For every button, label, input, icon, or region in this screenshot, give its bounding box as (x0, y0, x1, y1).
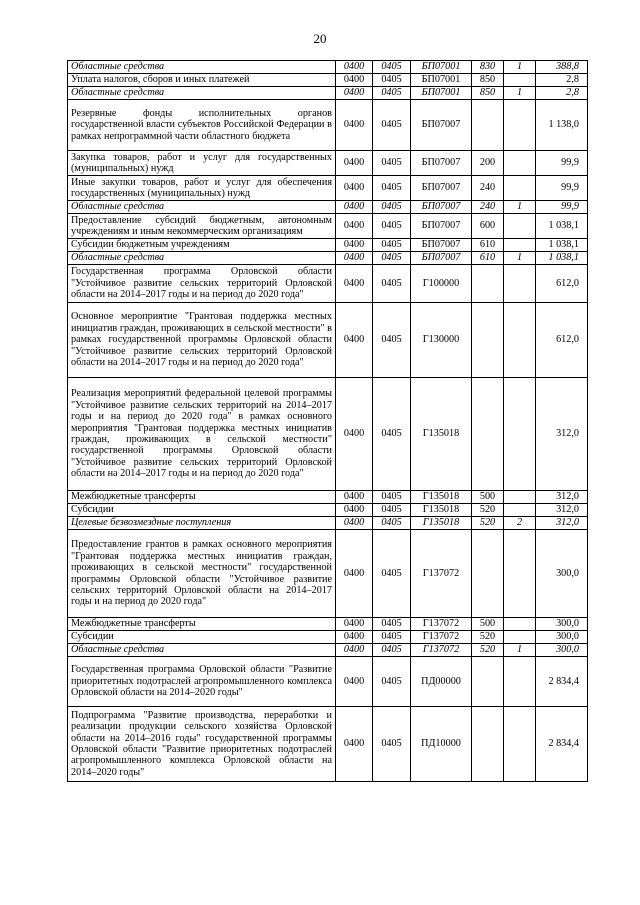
cell-target-article: Г137072 (411, 530, 472, 618)
cell-name: Областные средства (68, 87, 336, 100)
cell-target-article: Г137072 (411, 618, 472, 631)
cell-name: Субсидии бюджетным учреждениям (68, 239, 336, 252)
cell-funding-source (504, 504, 536, 517)
cell-name: Областные средства (68, 61, 336, 74)
cell-section: 0400 (336, 151, 373, 176)
cell-target-article: Г135018 (411, 504, 472, 517)
cell-funding-source (504, 265, 536, 303)
cell-funding-source (504, 151, 536, 176)
cell-funding-source: 1 (504, 61, 536, 74)
cell-funding-source (504, 303, 536, 378)
cell-target-article: ПД00000 (411, 657, 472, 707)
cell-expense-type: 520 (472, 631, 504, 644)
cell-target-article: Г100000 (411, 265, 472, 303)
cell-subsection: 0405 (373, 201, 411, 214)
cell-name: Предоставление субсидий бюджетным, автономным учреждениям и иным некоммерческим организациям (68, 214, 336, 239)
cell-subsection: 0405 (373, 618, 411, 631)
cell-section: 0400 (336, 644, 373, 657)
cell-subsection: 0405 (373, 631, 411, 644)
cell-section: 0400 (336, 517, 373, 530)
cell-amount: 312,0 (536, 378, 588, 491)
cell-funding-source: 1 (504, 252, 536, 265)
table-row (68, 100, 588, 151)
cell-subsection: 0405 (373, 176, 411, 201)
table-row (68, 517, 588, 530)
cell-target-article: БП07001 (411, 61, 472, 74)
cell-amount: 300,0 (536, 530, 588, 618)
cell-amount: 300,0 (536, 631, 588, 644)
table-row (68, 631, 588, 644)
cell-amount: 2 834,4 (536, 707, 588, 782)
table-row (68, 151, 588, 176)
budget-table (67, 60, 588, 782)
cell-target-article: БП07001 (411, 87, 472, 100)
cell-subsection: 0405 (373, 517, 411, 530)
budget-table-body (68, 61, 588, 782)
cell-subsection: 0405 (373, 303, 411, 378)
cell-expense-type: 500 (472, 618, 504, 631)
cell-funding-source (504, 631, 536, 644)
cell-target-article: БП07007 (411, 100, 472, 151)
cell-name: Государственная программа Орловской области "Развитие приоритетных подотраслей агропромышленного комплекса Орловской области на 2014–2020 годы" (68, 657, 336, 707)
cell-section: 0400 (336, 252, 373, 265)
cell-name: Резервные фонды исполнительных органов государственной власти субъектов Российской Федерации в рамках непрограммной части областного бюджета (68, 100, 336, 151)
cell-name: Субсидии (68, 504, 336, 517)
cell-target-article: БП07007 (411, 214, 472, 239)
page-number: 20 (313, 31, 327, 46)
table-row (68, 618, 588, 631)
table-row (68, 214, 588, 239)
cell-section: 0400 (336, 631, 373, 644)
cell-funding-source (504, 239, 536, 252)
cell-section: 0400 (336, 491, 373, 504)
cell-section: 0400 (336, 201, 373, 214)
cell-subsection: 0405 (373, 61, 411, 74)
cell-funding-source (504, 657, 536, 707)
cell-amount: 99,9 (536, 151, 588, 176)
cell-subsection: 0405 (373, 504, 411, 517)
cell-subsection: 0405 (373, 252, 411, 265)
cell-funding-source (504, 618, 536, 631)
cell-funding-source (504, 214, 536, 239)
cell-target-article: БП07001 (411, 74, 472, 87)
cell-amount: 612,0 (536, 303, 588, 378)
cell-expense-type: 520 (472, 644, 504, 657)
cell-section: 0400 (336, 100, 373, 151)
cell-name: Предоставление грантов в рамках основного мероприятия "Грантовая поддержка местных инициатив граждан, проживающих в сельской местности" государственной программы Орловской области "Устойчивое развитие сельских территорий Орловской области на 2014–2017 годы и на период до 2020 года" (68, 530, 336, 618)
cell-section: 0400 (336, 74, 373, 87)
cell-section: 0400 (336, 214, 373, 239)
cell-target-article: БП07007 (411, 176, 472, 201)
cell-subsection: 0405 (373, 239, 411, 252)
cell-section: 0400 (336, 303, 373, 378)
cell-name: Областные средства (68, 201, 336, 214)
cell-amount: 2,8 (536, 87, 588, 100)
table-row (68, 644, 588, 657)
cell-expense-type (472, 530, 504, 618)
cell-amount: 2,8 (536, 74, 588, 87)
table-row (68, 504, 588, 517)
table-row (68, 176, 588, 201)
cell-target-article: ПД10000 (411, 707, 472, 782)
cell-expense-type (472, 707, 504, 782)
cell-expense-type: 850 (472, 87, 504, 100)
cell-funding-source: 1 (504, 644, 536, 657)
table-row (68, 201, 588, 214)
cell-expense-type: 500 (472, 491, 504, 504)
cell-amount: 312,0 (536, 517, 588, 530)
table-row (68, 657, 588, 707)
cell-subsection: 0405 (373, 265, 411, 303)
cell-amount: 388,8 (536, 61, 588, 74)
cell-section: 0400 (336, 265, 373, 303)
cell-expense-type: 200 (472, 151, 504, 176)
cell-amount: 1 038,1 (536, 214, 588, 239)
cell-amount: 1 138,0 (536, 100, 588, 151)
cell-section: 0400 (336, 176, 373, 201)
table-row (68, 87, 588, 100)
cell-expense-type (472, 303, 504, 378)
cell-name: Субсидии (68, 631, 336, 644)
cell-name: Целевые безвозмездные поступления (68, 517, 336, 530)
cell-funding-source (504, 378, 536, 491)
cell-name: Межбюджетные трансферты (68, 491, 336, 504)
cell-funding-source (504, 176, 536, 201)
cell-subsection: 0405 (373, 644, 411, 657)
cell-target-article: БП07007 (411, 201, 472, 214)
cell-name: Межбюджетные трансферты (68, 618, 336, 631)
cell-expense-type (472, 100, 504, 151)
cell-section: 0400 (336, 87, 373, 100)
cell-subsection: 0405 (373, 707, 411, 782)
table-row (68, 239, 588, 252)
cell-name: Уплата налогов, сборов и иных платежей (68, 74, 336, 87)
cell-section: 0400 (336, 378, 373, 491)
cell-subsection: 0405 (373, 530, 411, 618)
cell-name: Основное мероприятие "Грантовая поддержка местных инициатив граждан, проживающих в сельской местности" в рамках государственной программы Орловской области "Устойчивое развитие сельских территорий Орловской области на 2014–2017 годы и на период до 2020 года" (68, 303, 336, 378)
cell-subsection: 0405 (373, 214, 411, 239)
cell-subsection: 0405 (373, 151, 411, 176)
cell-section: 0400 (336, 530, 373, 618)
cell-subsection: 0405 (373, 657, 411, 707)
cell-expense-type: 830 (472, 61, 504, 74)
cell-amount: 99,9 (536, 201, 588, 214)
cell-funding-source (504, 100, 536, 151)
cell-funding-source (504, 707, 536, 782)
cell-target-article: Г135018 (411, 517, 472, 530)
cell-expense-type: 520 (472, 504, 504, 517)
cell-expense-type (472, 265, 504, 303)
cell-subsection: 0405 (373, 74, 411, 87)
cell-funding-source: 1 (504, 87, 536, 100)
cell-name: Подпрограмма "Развитие производства, переработки и реализации продукции сельского хозяйства Орловской области на 2014–2016 годы" государственной программы Орловской области "Развитие приоритетных подотраслей агропромышленного комплекса Орловской области на 2014–2020 годы" (68, 707, 336, 782)
cell-expense-type: 850 (472, 74, 504, 87)
cell-target-article: БП07007 (411, 252, 472, 265)
cell-amount: 300,0 (536, 644, 588, 657)
cell-section: 0400 (336, 618, 373, 631)
cell-subsection: 0405 (373, 87, 411, 100)
cell-name: Закупка товаров, работ и услуг для государственных (муниципальных) нужд (68, 151, 336, 176)
table-row (68, 74, 588, 87)
cell-amount: 99,9 (536, 176, 588, 201)
cell-expense-type: 240 (472, 201, 504, 214)
table-row (68, 303, 588, 378)
cell-target-article: Г135018 (411, 491, 472, 504)
table-row (68, 530, 588, 618)
cell-funding-source: 2 (504, 517, 536, 530)
cell-subsection: 0405 (373, 491, 411, 504)
cell-section: 0400 (336, 657, 373, 707)
cell-amount: 312,0 (536, 504, 588, 517)
cell-target-article: Г137072 (411, 631, 472, 644)
cell-amount: 2 834,4 (536, 657, 588, 707)
cell-name: Государственная программа Орловской области "Устойчивое развитие сельских территорий Орловской области на 2014–2017 годы и на период до 2020 года" (68, 265, 336, 303)
cell-funding-source (504, 74, 536, 87)
cell-expense-type: 600 (472, 214, 504, 239)
cell-funding-source (504, 530, 536, 618)
cell-name: Областные средства (68, 644, 336, 657)
table-row (68, 61, 588, 74)
cell-expense-type: 240 (472, 176, 504, 201)
cell-expense-type: 610 (472, 252, 504, 265)
cell-subsection: 0405 (373, 378, 411, 491)
cell-funding-source (504, 491, 536, 504)
cell-subsection: 0405 (373, 100, 411, 151)
table-row (68, 707, 588, 782)
table-row (68, 491, 588, 504)
cell-name: Иные закупки товаров, работ и услуг для обеспечения государственных (муниципальных) нужд (68, 176, 336, 201)
cell-section: 0400 (336, 707, 373, 782)
cell-funding-source: 1 (504, 201, 536, 214)
cell-expense-type (472, 657, 504, 707)
table-row (68, 378, 588, 491)
cell-name: Областные средства (68, 252, 336, 265)
cell-target-article: БП07007 (411, 239, 472, 252)
cell-target-article: БП07007 (411, 151, 472, 176)
table-row (68, 252, 588, 265)
cell-expense-type: 520 (472, 517, 504, 530)
cell-amount: 312,0 (536, 491, 588, 504)
cell-amount: 1 038,1 (536, 239, 588, 252)
cell-expense-type (472, 378, 504, 491)
cell-amount: 612,0 (536, 265, 588, 303)
cell-section: 0400 (336, 239, 373, 252)
cell-section: 0400 (336, 504, 373, 517)
cell-expense-type: 610 (472, 239, 504, 252)
cell-name: Реализация мероприятий федеральной целевой программы "Устойчивое развитие сельских территорий на 2014–2017 годы и на период до 2020 года" в рамках основного мероприятия "Грантовая поддержка местных инициатив граждан, проживающих в сельской местности" государственной программы Орловской области "Устойчивое развитие сельских территорий Орловской области на 2014–2017 годы и на период до 2020 года" (68, 378, 336, 491)
cell-target-article: Г137072 (411, 644, 472, 657)
cell-target-article: Г130000 (411, 303, 472, 378)
cell-section: 0400 (336, 61, 373, 74)
cell-target-article: Г135018 (411, 378, 472, 491)
cell-amount: 1 038,1 (536, 252, 588, 265)
table-row (68, 265, 588, 303)
cell-amount: 300,0 (536, 618, 588, 631)
